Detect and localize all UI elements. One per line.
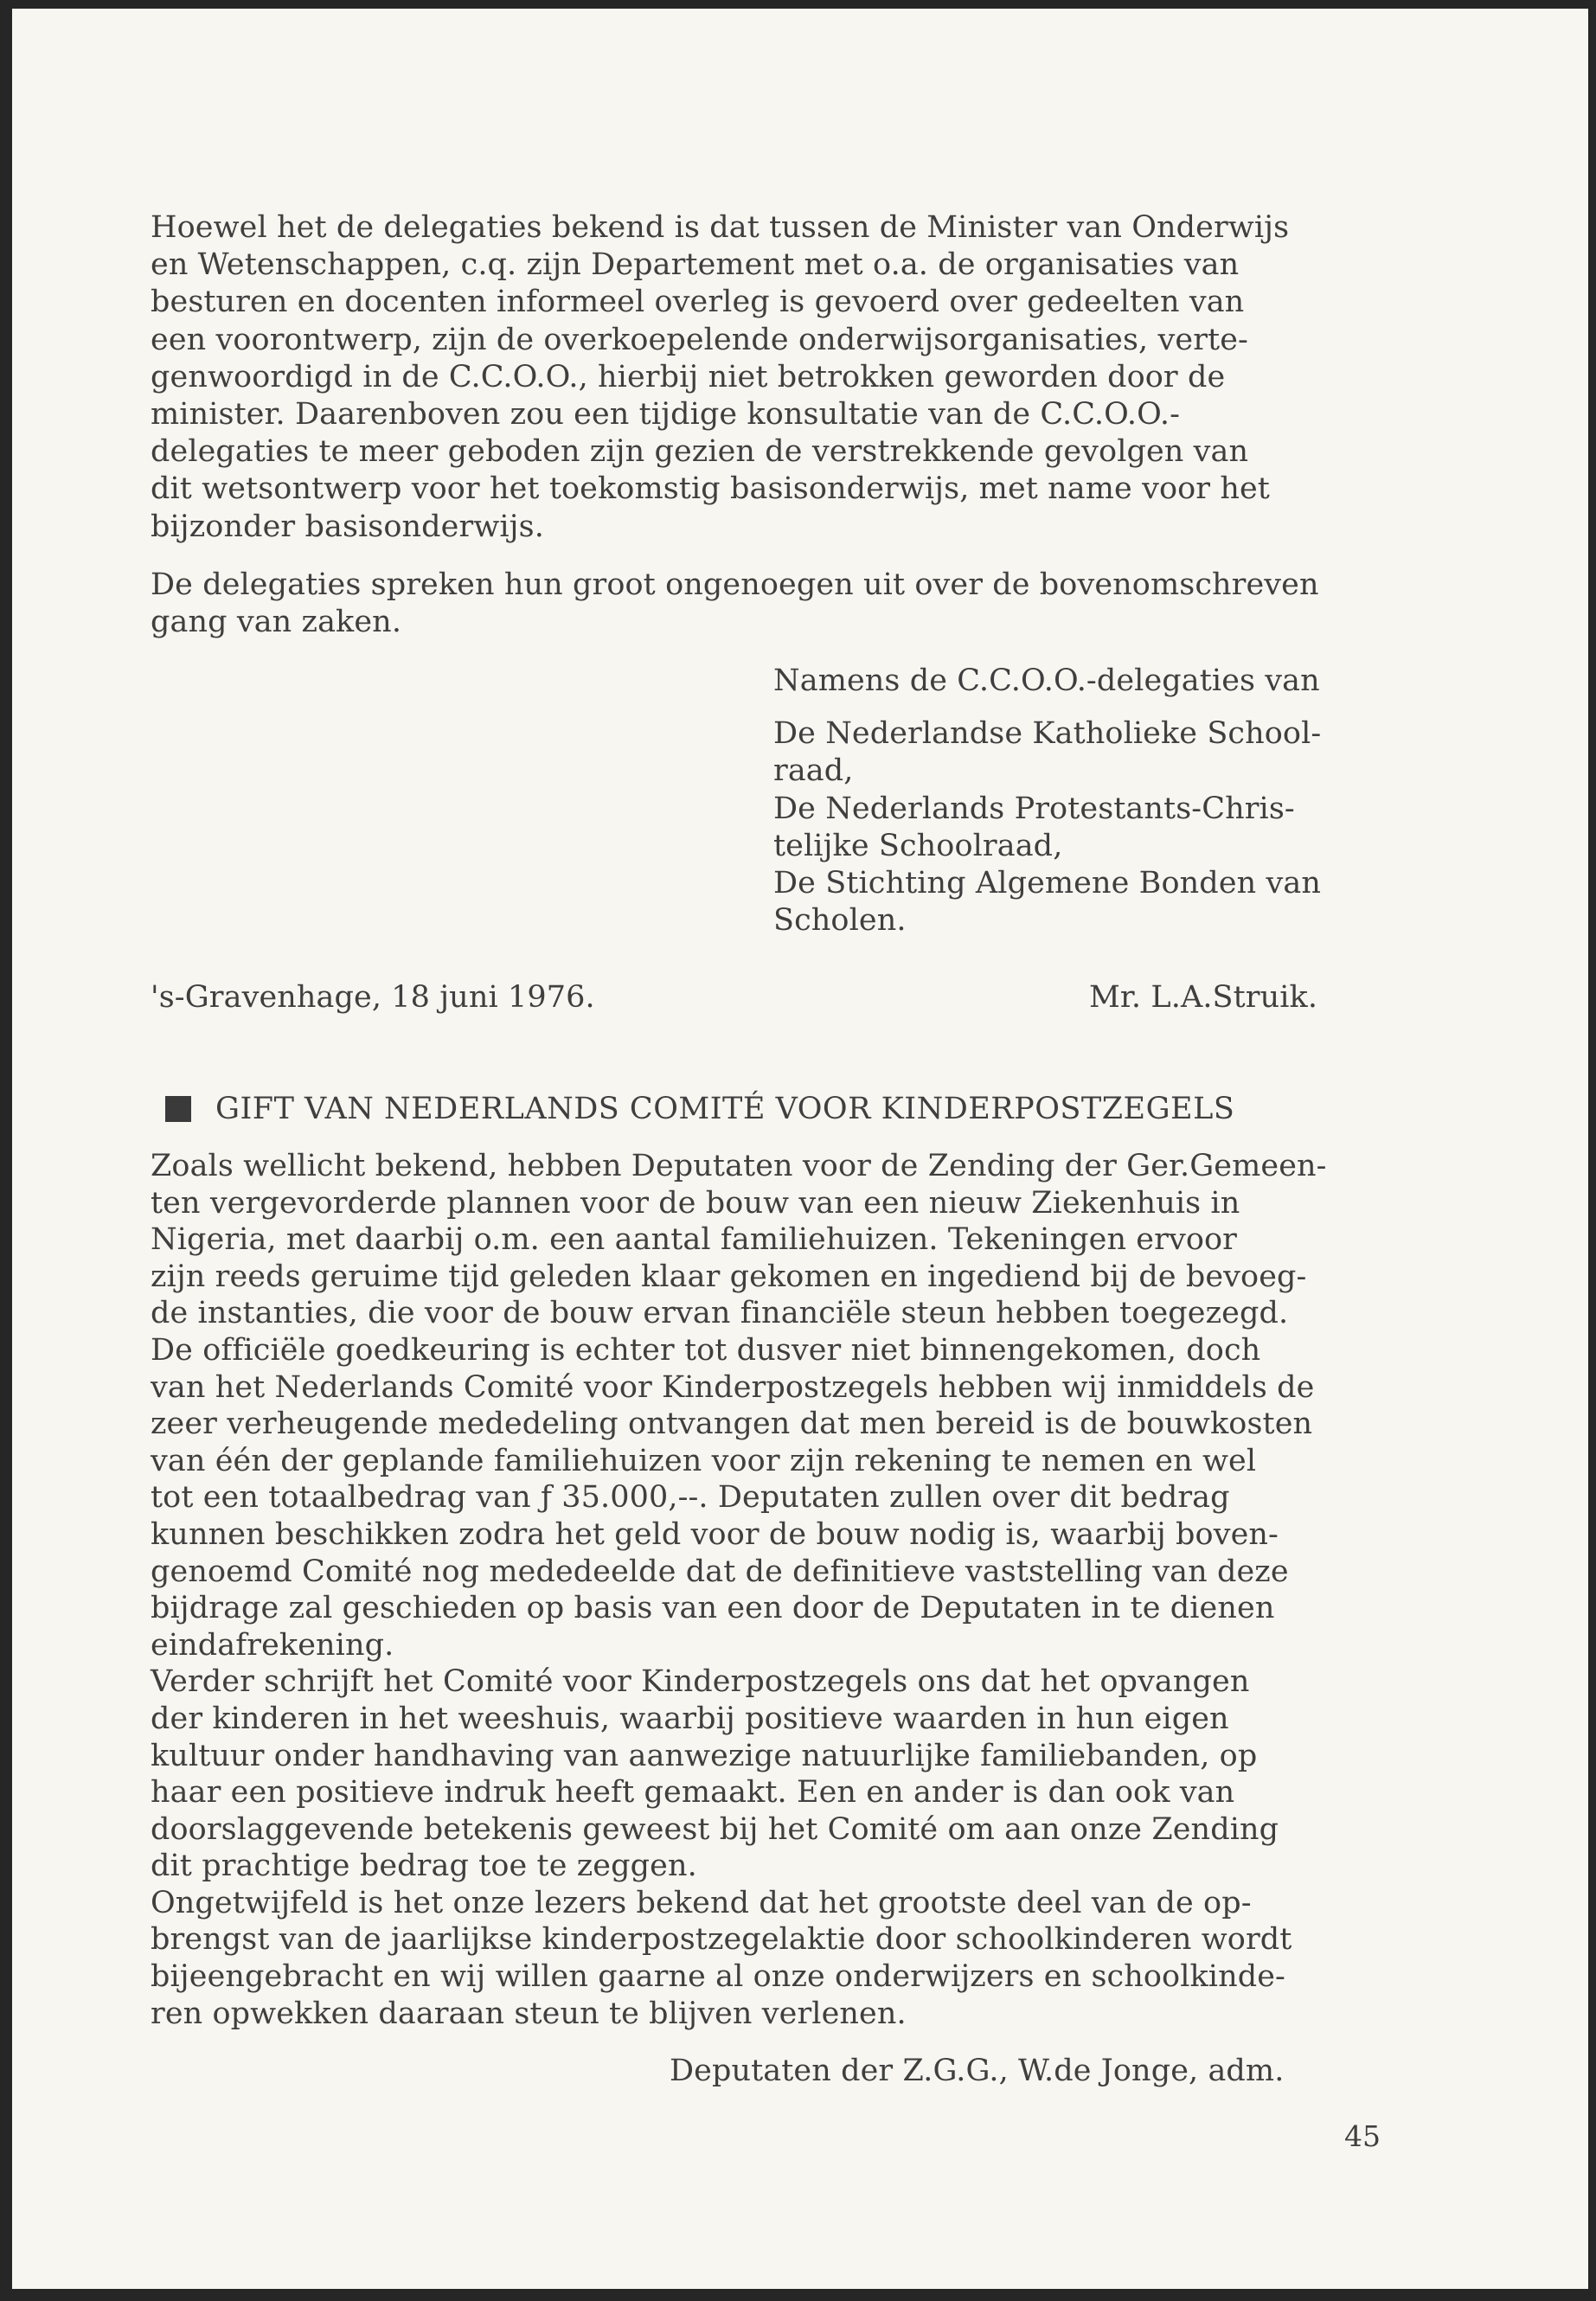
text-line: ten vergevorderde plannen voor de bouw van een nieuw Ziekenhuis in bbox=[151, 1185, 1240, 1221]
section-heading bbox=[165, 1092, 1234, 1126]
text-line: eindafrekening. bbox=[151, 1627, 394, 1663]
paragraph-displeasure bbox=[151, 567, 1413, 641]
signature-line: De Nederlands Protestants-Chris- bbox=[773, 791, 1295, 826]
text-line: delegaties te meer geboden zijn gezien de verstrekkende gevolgen van bbox=[151, 434, 1249, 470]
signature-line: Scholen. bbox=[773, 903, 907, 939]
signature-line: raad, bbox=[773, 753, 854, 789]
text-line: minister. Daarenboven zou een tijdige konsultatie van de C.C.O.O.- bbox=[151, 396, 1181, 432]
closing-signature: Deputaten der Z.G.G., W.de Jonge, adm. bbox=[670, 2054, 1285, 2088]
text-line: en Wetenschappen, c.q. zijn Departement met o.a. de organisaties van bbox=[151, 247, 1240, 283]
text-line: De officiële goedkeuring is echter tot dusver niet binnengekomen, doch bbox=[151, 1332, 1261, 1368]
text-line: de instanties, die voor de bouw ervan financiële steun hebben toegezegd. bbox=[151, 1296, 1289, 1331]
text-line: ren opwekken daaraan steun te blijven verlenen. bbox=[151, 1996, 907, 2031]
text-line: bijdrage zal geschieden op basis van een door de Deputaten in te dienen bbox=[151, 1591, 1275, 1626]
text-line: zijn reeds geruime tijd geleden klaar gekomen en ingediend bij de bevoeg- bbox=[151, 1259, 1307, 1294]
text-line: van één der geplande familiehuizen voor zijn rekening te nemen en wel bbox=[151, 1443, 1257, 1478]
text-line: Hoewel het de delegaties bekend is dat tussen de Minister van Onderwijs bbox=[151, 210, 1290, 245]
text-line: tot een totaalbedrag van ƒ 35.000,--. Deputaten zullen over dit bedrag bbox=[151, 1480, 1230, 1516]
signature-line: telijke Schoolraad, bbox=[773, 828, 1063, 863]
text-line: Ongetwijfeld is het onze lezers bekend dat het grootste deel van de op- bbox=[151, 1885, 1252, 1920]
text-line: haar een positieve indruk heeft gemaakt. Een en ander is dan ook van bbox=[151, 1775, 1235, 1811]
text-line: bijzonder basisonderwijs. bbox=[151, 509, 544, 544]
text-line: bijeengebracht en wij willen gaarne al onze onderwijzers en schoolkinde- bbox=[151, 1959, 1285, 1995]
text-line: dit prachtige bedrag toe te zeggen. bbox=[151, 1849, 697, 1884]
paragraph-gift-article bbox=[151, 1148, 1431, 2032]
place-date: 's-Gravenhage, 18 juni 1976. bbox=[151, 980, 595, 1015]
text-line: brengst van de jaarlijkse kinderpostzegelaktie door schoolkinderen wordt bbox=[151, 1922, 1292, 1958]
text-line: De delegaties spreken hun groot ongenoegen uit over de bovenomschreven bbox=[151, 567, 1319, 602]
text-line: Verder schrijft het Comité voor Kinderpostzegels ons dat het opvangen bbox=[151, 1664, 1250, 1700]
text-line: Zoals wellicht bekend, hebben Deputaten voor de Zending der Ger.Gemeen- bbox=[151, 1149, 1327, 1183]
paragraph-delegations-complaint bbox=[151, 209, 1413, 546]
signature-block bbox=[773, 663, 1396, 939]
signature-line: De Nederlandse Katholieke School- bbox=[773, 716, 1322, 752]
text-line: kultuur onder handhaving van aanwezige natuurlijke familiebanden, op bbox=[151, 1738, 1258, 1773]
text-line: van het Nederlands Comité voor Kinderpostzegels hebben wij inmiddels de bbox=[151, 1369, 1315, 1405]
text-line: een voorontwerp, zijn de overkoepelende onderwijsorganisaties, verte- bbox=[151, 322, 1248, 357]
page-number: 45 bbox=[1344, 2119, 1381, 2153]
signer-name: Mr. L.A.Struik. bbox=[1089, 980, 1318, 1015]
text-line: gang van zaken. bbox=[151, 605, 402, 640]
text-line: genwoordigd in de C.C.O.O., hierbij niet betrokken geworden door de bbox=[151, 359, 1226, 394]
text-line: besturen en docenten informeel overleg is gevoerd over gedeelten van bbox=[151, 285, 1245, 320]
text-line: doorslaggevende betekenis geweest bij het Comité om aan onze Zending bbox=[151, 1811, 1279, 1847]
signature-line: De Stichting Algemene Bonden van bbox=[773, 865, 1321, 901]
signature-intro: Namens de C.C.O.O.-delegaties van bbox=[773, 663, 1320, 698]
section-heading-text: GIFT VAN NEDERLANDS COMITÉ VOOR KINDERPOSTZEGELS bbox=[215, 1092, 1235, 1126]
text-line: genoemd Comité nog mededeelde dat de definitieve vaststelling van deze bbox=[151, 1554, 1289, 1589]
text-line: Nigeria, met daarbij o.m. een aantal familiehuizen. Tekeningen ervoor bbox=[151, 1222, 1237, 1258]
text-line: dit wetsontwerp voor het toekomstig basisonderwijs, met name voor het bbox=[151, 471, 1270, 507]
text-line: der kinderen in het weeshuis, waarbij positieve waarden in hun eigen bbox=[151, 1701, 1229, 1736]
square-bullet-icon bbox=[165, 1096, 191, 1122]
text-line: kunnen beschikken zodra het geld voor de bouw nodig is, waarbij boven- bbox=[151, 1516, 1279, 1552]
document-page bbox=[12, 9, 1588, 2289]
text-line: zeer verheugende mededeling ontvangen dat men bereid is de bouwkosten bbox=[151, 1407, 1313, 1442]
